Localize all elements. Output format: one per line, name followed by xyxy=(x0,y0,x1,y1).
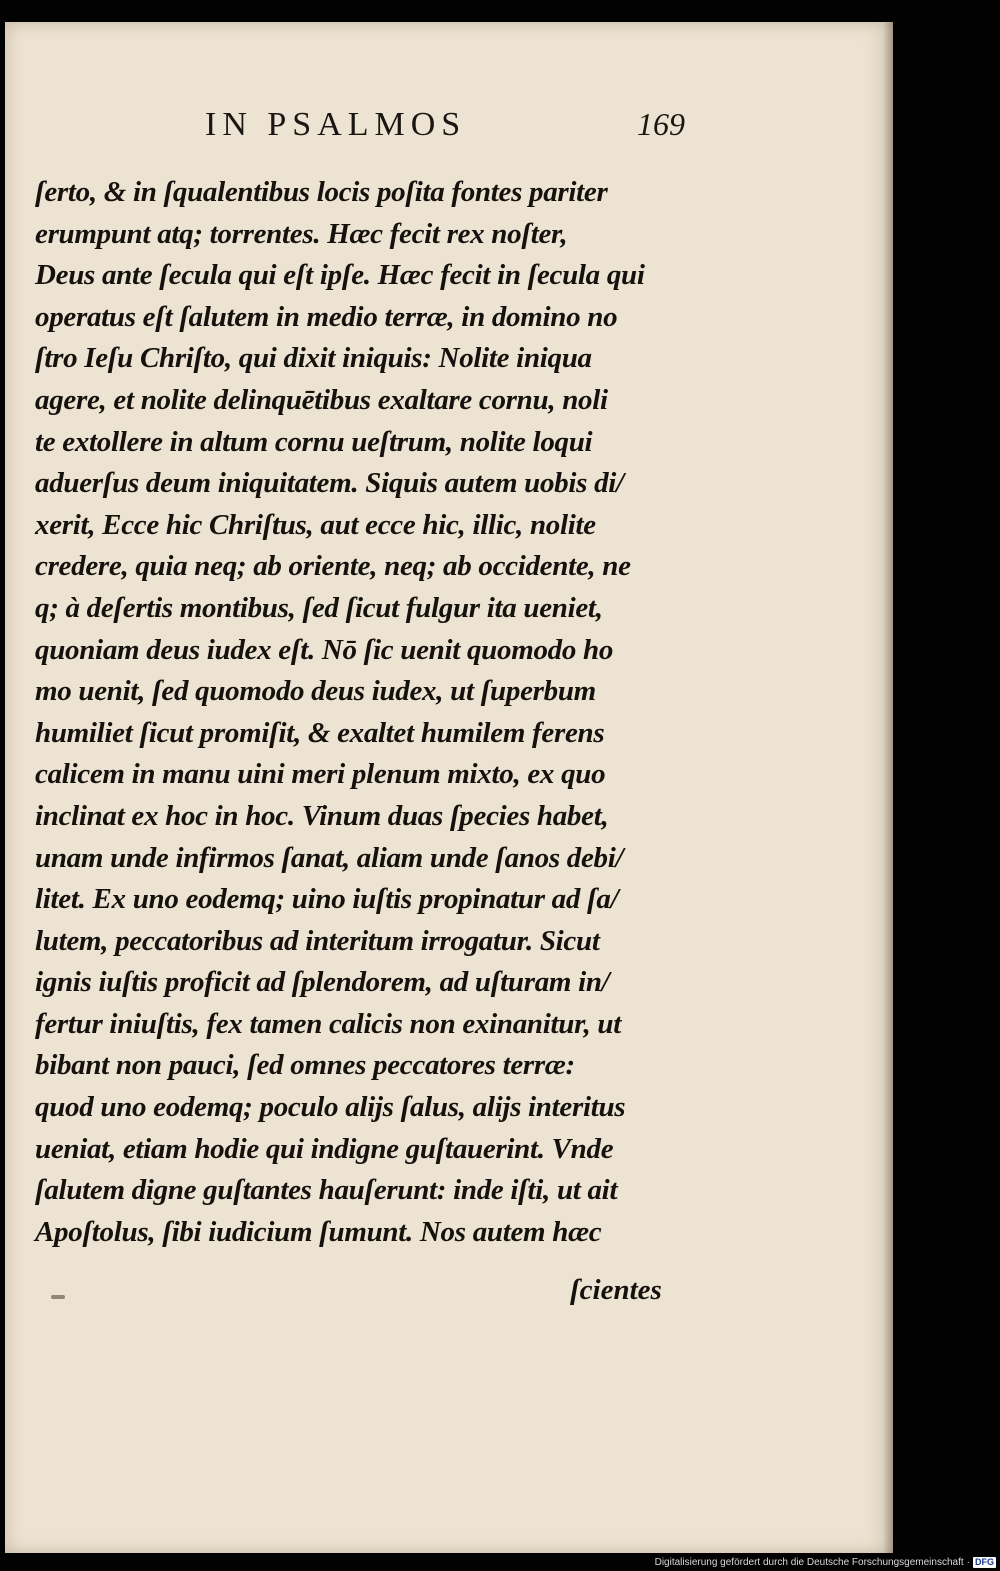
text-line: humiliet ſicut promiſit, & exaltet humilem ferens xyxy=(35,716,605,749)
text-line: erumpunt atq; torrentes. Hæc fecit rex noſter, xyxy=(35,217,568,250)
text-line: ſalutem digne guſtantes hauſerunt: inde iſti, ut ait xyxy=(35,1174,618,1207)
page-number: 169 xyxy=(637,106,685,142)
text-line: mo uenit, ſed quomodo deus iudex, ut ſuperbum xyxy=(35,675,596,708)
text-line: agere, et nolite delinquētibus exaltare cornu, noli xyxy=(35,383,608,416)
text-line: quod uno eodemq; poculo alijs ſalus, alijs interitus xyxy=(35,1091,626,1124)
text-line: te extollere in altum cornu ueſtrum, nolite loqui xyxy=(35,425,593,458)
book-page xyxy=(5,22,893,1553)
dfg-logo-icon: DFG xyxy=(975,1556,994,1567)
text-line: Apoſtolus, ſibi iudicium ſumunt. Nos autem hæc xyxy=(35,1215,602,1248)
text-line: ſtro Ieſu Chriſto, qui dixit iniquis: Nolite iniqua xyxy=(35,342,592,375)
funding-credit: Digitalisierung gefördert durch die Deutsche Forschungsgemeinschaft xyxy=(654,1556,964,1568)
digitization-footer xyxy=(655,1555,996,1569)
text-line: q; à deſertis montibus, ſed ſicut fulgur ita ueniet, xyxy=(35,591,603,624)
text-line: lutem, peccatoribus ad interitum irrogatur. Sicut xyxy=(35,924,600,957)
ink-smudge xyxy=(51,1295,65,1299)
text-line: ignis iuſtis proficit ad ſplendorem, ad uſturam in/ xyxy=(35,966,610,999)
text-line: aduerſus deum iniquitatem. Siquis autem uobis di/ xyxy=(35,467,624,500)
text-line: calicem in manu uini meri plenum mixto, ex quo xyxy=(35,758,606,791)
text-line: xerit, Ecce hic Chriſtus, aut ecce hic, illic, nolite xyxy=(35,508,596,541)
text-line: ſerto, & in ſqualentibus locis poſita fontes pariter xyxy=(35,176,608,208)
text-line: ueniat, etiam hodie qui indigne guſtauerint. Vnde xyxy=(35,1132,614,1165)
page-header xyxy=(205,106,685,156)
text-line: unam unde infirmos ſanat, aliam unde ſanos debi/ xyxy=(35,841,624,874)
catchword: ſcientes xyxy=(570,1274,662,1306)
running-title: IN PSALMOS xyxy=(205,106,467,143)
text-line: inclinat ex hoc in hoc. Vinum duas ſpecies habet, xyxy=(35,799,609,832)
text-line: bibant non pauci, ſed omnes peccatores terræ: xyxy=(35,1049,575,1082)
text-line: litet. Ex uno eodemq; uino iuſtis propinatur ad ſa/ xyxy=(35,883,619,916)
footer-separator: · xyxy=(966,1556,970,1568)
text-line: Deus ante ſecula qui eſt ipſe. Hæc fecit in ſecula qui xyxy=(35,259,645,292)
text-line: quoniam deus iudex eſt. Nō ſic uenit quomodo ho xyxy=(35,633,614,666)
text-line: credere, quia neq; ab oriente, neq; ab occidente, ne xyxy=(35,550,631,583)
text-line: fertur iniuſtis, fex tamen calicis non exinanitur, ut xyxy=(35,1007,621,1040)
body-text xyxy=(35,172,675,1253)
text-line: operatus eſt ſalutem in medio terræ, in domino no xyxy=(35,300,618,333)
